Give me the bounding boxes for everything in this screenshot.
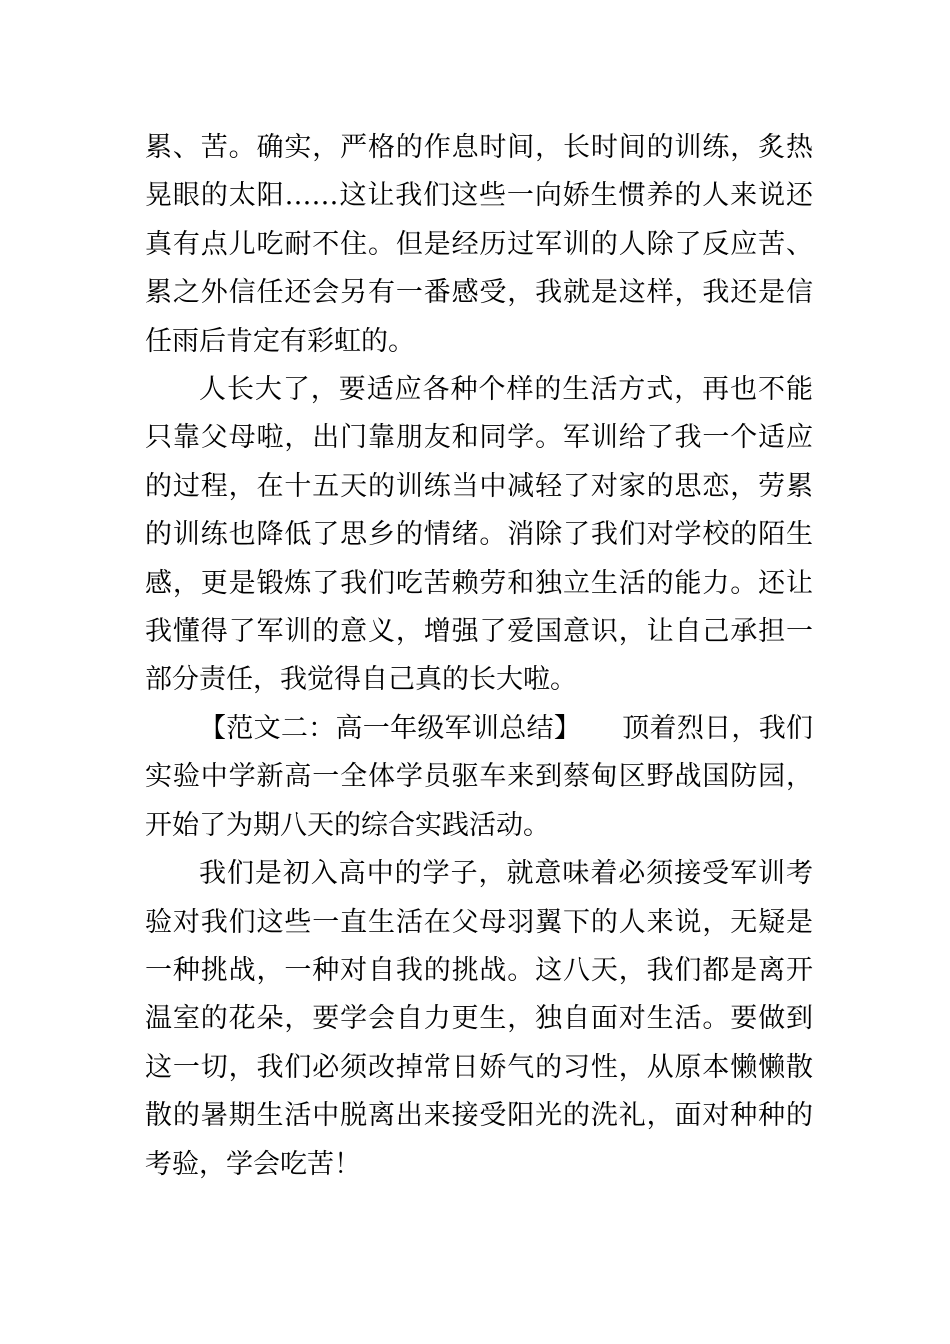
- document-body: [145, 124, 813, 1189]
- paragraph-growing-up: 人长大了，要适应各种个样的生活方式，再也不能只靠父母啦，出门靠朋友和同学。军训给了我一个适应的过程，在十五天的训练当中减轻了对家的思恋，劳累的训练也降低了思乡的情绪。消除了我们对学校的陌生感，更是锻炼了我们吃苦赖劳和独立生活的能力。还让我懂得了军训的意义，增强了爱国意识，让自己承担一部分责任，我觉得自己真的长大啦。: [145, 374, 813, 696]
- paragraph-sample-two-intro: 【范文二：高一年级军训总结】 顶着烈日，我们实验中学新高一全体学员驱车来到蔡甸区野战国防园，开始了为期八天的综合实践活动。: [145, 712, 813, 841]
- paragraph-high-school-challenge: 我们是初入高中的学子，就意味着必须接受军训考验对我们这些一直生活在父母羽翼下的人来说，无疑是一种挑战，一种对自我的挑战。这八天，我们都是离开温室的花朵，要学会自力更生，独自面对生活。要做到这一切，我们必须改掉常日娇气的习性，从原本懒懒散散的暑期生活中脱离出来接受阳光的洗礼，面对种种的考验，学会吃苦！: [145, 858, 813, 1180]
- paragraph-continuation: 累、苦。确实，严格的作息时间，长时间的训练，炙热晃眼的太阳……这让我们这些一向娇生惯养的人来说还真有点儿吃耐不住。但是经历过军训的人除了反应苦、累之外信任还会另有一番感受，我就是这样，我还是信任雨后肯定有彩虹的。: [145, 132, 813, 357]
